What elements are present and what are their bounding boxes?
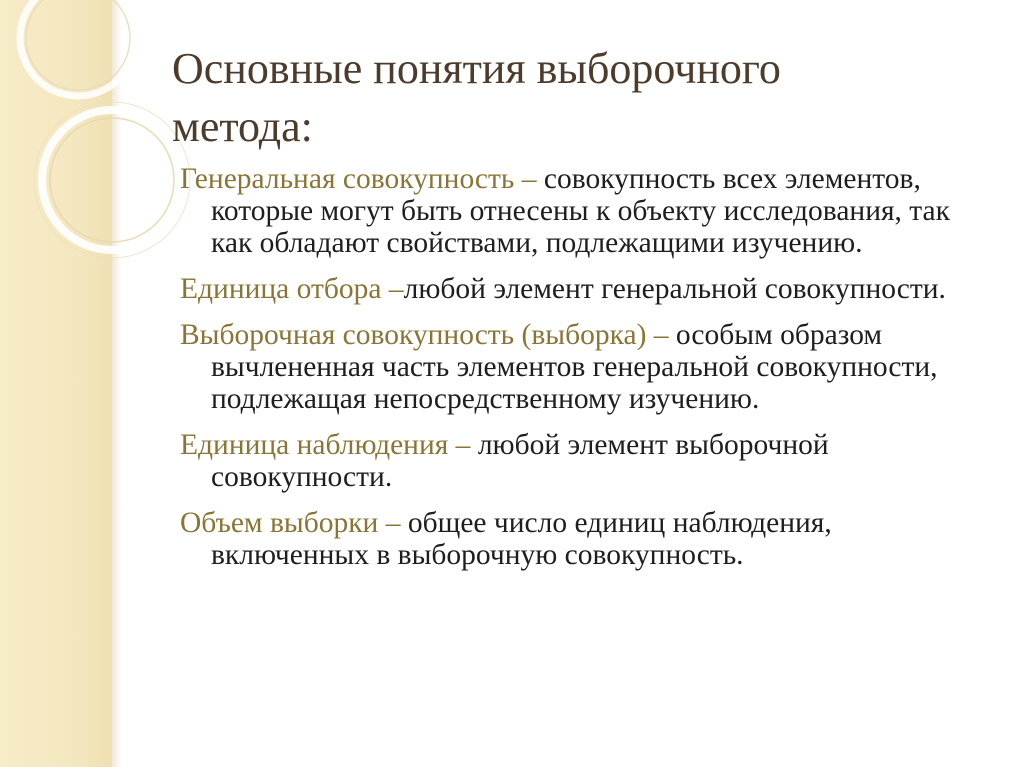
definition-term: Выборочная совокупность (выборка) – [180, 319, 669, 351]
definition-text: общее число единиц наблюдения, включенных в выборочную совокупность. [211, 507, 832, 571]
definition-text: особым образом вычлененная часть элементов генеральной совокупности, подлежащая непосредственному изучению. [211, 319, 938, 415]
definition-item-observation-unit [180, 429, 980, 493]
decorative-rings-icon [0, 0, 140, 260]
definition-term: Объем выборки – [180, 507, 401, 539]
definition-term: Единица отбора – [180, 273, 404, 305]
slide-title-line1: Основные понятия выборочного [172, 44, 781, 93]
definitions-list [180, 163, 980, 585]
definition-term: Генеральная совокупность – [180, 163, 537, 195]
definition-item-sample-size [180, 507, 980, 571]
definition-item-sample-population [180, 319, 980, 415]
definition-term: Единица наблюдения – [180, 429, 471, 461]
slide-title-line2: метода: [172, 102, 313, 151]
definition-text: совокупность всех элементов, которые могут быть отнесены к объекту исследования, так как обладают свойствами, подлежащими изучению. [211, 163, 950, 259]
definition-text: любой элемент генеральной совокупности. [403, 273, 946, 305]
definition-text: любой элемент выборочной совокупности. [211, 429, 829, 493]
definition-item-selection-unit [180, 273, 980, 305]
slide-title [172, 40, 972, 156]
definition-item-general-population [180, 163, 980, 259]
